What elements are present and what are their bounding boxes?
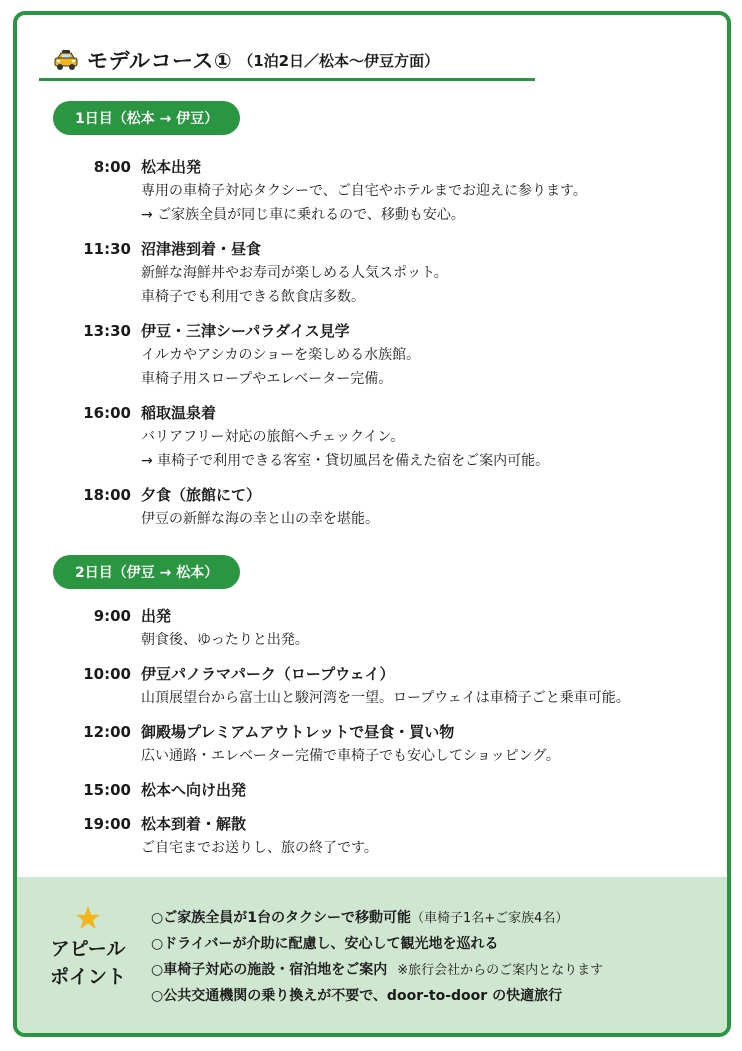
appeal-label [39, 935, 137, 991]
schedule-description: 山頂展望台から富士山と駿河湾を一望。ロープウェイは車椅子ごと乗車可能。 [141, 690, 630, 706]
schedule-title: 御殿場プレミアムアウトレットで昼食・買い物 [141, 723, 455, 741]
schedule-description: 車椅子でも利用できる飲食店多数。 [141, 289, 365, 305]
schedule-title: 松本出発 [141, 158, 202, 176]
schedule-description: 新鮮な海鮮丼やお寿司が楽しめる人気スポット。 [141, 265, 448, 281]
appeal-point-main: ○ドライバーが介助に配慮し、安心して観光地を巡れる [151, 936, 499, 952]
schedule-title: 夕食（旅館にて） [141, 486, 262, 504]
appeal-points [151, 905, 603, 1009]
schedule-content [141, 720, 721, 768]
taxi-icon [53, 49, 79, 71]
header [53, 45, 439, 75]
schedule-content [141, 155, 721, 227]
schedule-time: 11:30 [83, 240, 131, 258]
schedule-title: 伊豆・三津シーパラダイス見学 [141, 322, 350, 340]
schedule-content [141, 483, 721, 531]
schedule-time: 18:00 [83, 486, 131, 504]
appeal-point-note: ※旅行会社からのご案内となります [397, 963, 604, 978]
schedule-title: 松本へ向け出発 [141, 781, 247, 799]
appeal-point-main: ○車椅子対応の施設・宿泊地をご案内 [151, 962, 388, 978]
appeal-point [151, 983, 603, 1009]
schedule-title: 稲取温泉着 [141, 404, 217, 422]
schedule-content [141, 401, 721, 473]
schedule-title: 伊豆パノラマパーク（ロープウェイ） [141, 665, 395, 683]
appeal-point [151, 905, 603, 931]
model-course-card [13, 11, 731, 1037]
appeal-point [151, 957, 603, 983]
schedule-description: イルカやアシカのショーを楽しめる水族館。 [141, 347, 421, 363]
schedule-time: 12:00 [83, 723, 131, 741]
appeal-section [17, 877, 727, 1033]
schedule-description: ご自宅までお送りし、旅の終了です。 [141, 840, 378, 856]
header-underline [39, 78, 535, 81]
page-title: モデルコース① [87, 49, 233, 73]
schedule-description: 朝食後、ゆったりと出発。 [141, 632, 309, 648]
appeal-point-note: （車椅子1名+ご家族4名） [410, 911, 569, 926]
schedule-description: 伊豆の新鮮な海の幸と山の幸を堪能。 [141, 511, 379, 527]
star-icon [75, 905, 101, 931]
schedule-description: 車椅子用スロープやエレベーター完備。 [141, 371, 393, 387]
schedule-time: 16:00 [83, 404, 131, 422]
schedule-time: 15:00 [83, 781, 131, 799]
schedule-content [141, 604, 721, 652]
page-subtitle: （1泊2日／松本〜伊豆方面） [238, 51, 440, 70]
schedule-content [141, 778, 721, 802]
schedule-time: 9:00 [93, 607, 131, 625]
schedule-time: 8:00 [93, 158, 131, 176]
day1-badge: 1日目（松本 → 伊豆） [53, 101, 240, 135]
schedule-time: 19:00 [83, 815, 131, 833]
day2-badge: 2日目（伊豆 → 松本） [53, 555, 240, 589]
appeal-point [151, 931, 603, 957]
schedule-time: 13:30 [83, 322, 131, 340]
schedule-content [141, 319, 721, 391]
schedule-title: 松本到着・解散 [141, 815, 247, 833]
appeal-point-main: ○公共交通機関の乗り換えが不要で、door-to-door の快適旅行 [151, 988, 563, 1004]
schedule-content [141, 812, 721, 860]
schedule-content [141, 237, 721, 309]
schedule-description: → ご家族全員が同じ車に乗れるので、移動も安心。 [141, 207, 465, 223]
appeal-label-line1: アピール [50, 938, 126, 960]
schedule-title: 沼津港到着・昼食 [141, 240, 262, 258]
schedule-content [141, 662, 721, 710]
appeal-point-main: ○ご家族全員が1台のタクシーで移動可能 [151, 910, 411, 926]
schedule-description: 専用の車椅子対応タクシーで、ご自宅やホテルまでお迎えに参ります。 [141, 183, 587, 199]
appeal-label-line2: ポイント [49, 966, 126, 988]
schedule-title: 出発 [141, 607, 172, 625]
schedule-description: → 車椅子で利用できる客室・貸切風呂を備えた宿をご案内可能。 [141, 453, 550, 469]
schedule-description: 広い通路・エレベーター完備で車椅子でも安心してショッピング。 [141, 748, 560, 764]
schedule-description: バリアフリー対応の旅館へチェックイン。 [141, 429, 405, 445]
schedule-time: 10:00 [83, 665, 131, 683]
